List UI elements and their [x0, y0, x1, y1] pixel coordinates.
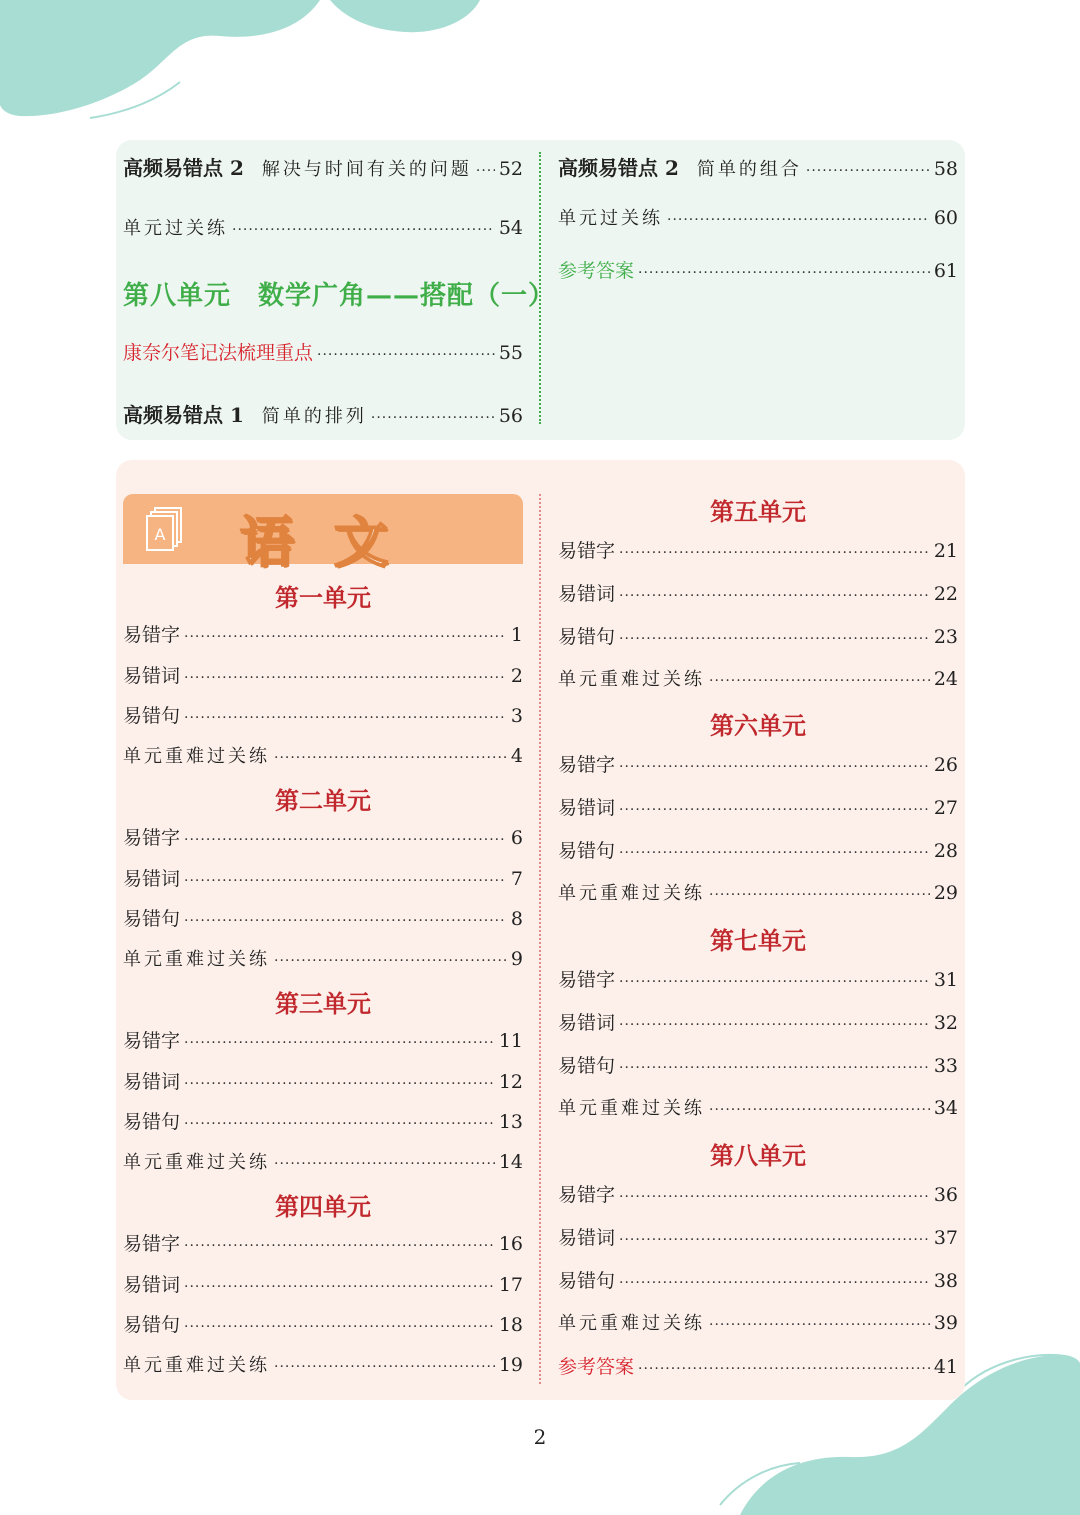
page-number: 14: [498, 1151, 523, 1174]
entry-label: 易错字: [558, 969, 616, 991]
toc-entry[interactable]: [123, 620, 523, 647]
page-number: 55: [498, 342, 523, 364]
page-number: 13: [498, 1111, 523, 1134]
entry-label: 易错句: [123, 1111, 181, 1134]
unit-title[interactable]: 第一单元: [275, 583, 371, 612]
entry-label: 单元重难过关练: [123, 1355, 270, 1377]
topic-label: 简单的组合: [696, 159, 802, 180]
entry-label: 易错句: [558, 626, 616, 648]
entry-label: 易错词: [123, 867, 181, 890]
toc-entry[interactable]: [123, 1026, 523, 1053]
toc-entry[interactable]: [123, 1107, 523, 1134]
page-number: 19: [498, 1354, 523, 1377]
leader-dots: [184, 710, 507, 726]
leader-dots: [709, 673, 930, 689]
page-footer-number: 2: [533, 1425, 547, 1449]
toc-entry[interactable]: [558, 1008, 958, 1035]
page-number: 41: [933, 1356, 958, 1378]
page-number: 9: [510, 948, 523, 971]
leader-dots: [184, 670, 507, 686]
topic-label: 简单的排列: [261, 406, 367, 427]
toc-entry[interactable]: [123, 945, 523, 971]
toc-entry[interactable]: [558, 536, 958, 563]
leader-dots: [619, 631, 930, 647]
entry-label: 易错字: [558, 540, 616, 562]
leader-dots: [184, 1116, 495, 1132]
leader-dots: [274, 953, 507, 969]
leader-dots: [709, 1317, 930, 1333]
entry-label: 参考答案: [558, 260, 635, 282]
page-number: 16: [498, 1233, 523, 1255]
toc-entry[interactable]: [558, 879, 958, 905]
page-number: 54: [498, 217, 523, 239]
leader-dots: [619, 545, 930, 561]
leader-dots: [184, 832, 507, 848]
page-number: 32: [933, 1012, 958, 1034]
toc-entry[interactable]: [123, 904, 523, 931]
toc-entry[interactable]: [558, 1352, 958, 1379]
leader-dots: [619, 1060, 930, 1076]
unit-title[interactable]: 第八单元: [710, 1141, 806, 1170]
math-unit-title[interactable]: 第八单元 数学广角——搭配（一）: [123, 281, 556, 311]
leader-dots: [184, 1035, 495, 1051]
toc-entry[interactable]: [558, 665, 958, 691]
toc-entry[interactable]: [558, 622, 958, 649]
entry-label: 易错句: [123, 908, 181, 931]
page-number: 26: [933, 754, 958, 776]
entry-label: 易错句: [558, 840, 616, 862]
page-number: 33: [933, 1055, 958, 1077]
topic-label: 解决与时间有关的问题: [261, 159, 472, 180]
entry-label: 参考答案: [558, 1356, 635, 1378]
leader-dots: [184, 1319, 495, 1335]
unit-title[interactable]: 第五单元: [710, 497, 806, 526]
page-number: 11: [498, 1030, 523, 1052]
toc-entry[interactable]: [123, 661, 523, 688]
leader-dots: [619, 588, 930, 604]
entry-label: 单元重难过关练: [123, 949, 270, 971]
toc-entry[interactable]: [123, 1148, 523, 1174]
svg-text:A: A: [154, 525, 166, 544]
leader-dots: [184, 629, 507, 645]
chinese-left-column: [123, 0, 523, 1400]
page-number: 52: [498, 158, 523, 180]
entry-label: 单元重难过关练: [558, 1313, 705, 1334]
entry-label: 易错词: [558, 1012, 616, 1034]
entry-label: 易错句: [123, 705, 181, 728]
page-number: 60: [933, 207, 958, 229]
leader-dots: [619, 1232, 930, 1248]
entry-label: 单元重难过关练: [558, 669, 705, 690]
toc-entry[interactable]: [123, 864, 523, 891]
unit-title[interactable]: 第六单元: [710, 711, 806, 740]
entry-label: 易错句: [558, 1270, 616, 1292]
entry-label: 易错句: [123, 1314, 181, 1337]
leader-dots: [638, 1361, 930, 1377]
page-number: 24: [933, 668, 958, 690]
toc-entry[interactable]: [123, 1310, 523, 1337]
page-number: 3: [510, 705, 523, 728]
chinese-section-title: 语文: [240, 510, 428, 574]
leader-dots: [184, 1238, 495, 1254]
page-number: 29: [933, 882, 958, 904]
entry-label: 易错字: [123, 1233, 181, 1255]
page-number: 31: [933, 969, 958, 991]
page-number: 1: [510, 624, 523, 646]
toc-entry[interactable]: [558, 1051, 958, 1078]
toc-entry[interactable]: [558, 1309, 958, 1335]
toc-entry[interactable]: [123, 1067, 523, 1094]
unit-title[interactable]: 第二单元: [275, 786, 371, 815]
page-number: 27: [933, 797, 958, 819]
unit-title[interactable]: 第四单元: [275, 1192, 371, 1221]
entry-label: 单元重难过关练: [123, 1152, 270, 1174]
leader-dots: [619, 845, 930, 861]
toc-entry[interactable]: [558, 965, 958, 992]
leader-dots: [619, 759, 930, 775]
page-number: 56: [498, 405, 523, 427]
leader-dots: [619, 974, 930, 990]
entry-label: 易错词: [558, 1227, 616, 1249]
toc-entry[interactable]: [558, 793, 958, 820]
entry-label: 康奈尔笔记法梳理重点: [123, 342, 314, 364]
entry-label: 易错词: [123, 1273, 181, 1296]
leader-dots: [709, 1102, 930, 1118]
toc-entry[interactable]: [558, 1094, 958, 1120]
page-number: 6: [510, 827, 523, 849]
page-number: 12: [498, 1070, 523, 1093]
entry-label: 单元重难过关练: [558, 883, 705, 904]
page-number: 39: [933, 1312, 958, 1334]
page-number: 37: [933, 1227, 958, 1249]
entry-label: 易错词: [123, 1070, 181, 1093]
toc-entry[interactable]: [558, 579, 958, 606]
entry-label: 易错词: [558, 797, 616, 819]
page-number: 2: [510, 664, 523, 687]
page-number: 61: [933, 260, 958, 282]
page-number: 38: [933, 1270, 958, 1292]
leader-dots: [184, 873, 507, 889]
toc-entry[interactable]: [123, 742, 523, 768]
chinese-right-column: [558, 0, 958, 1400]
page-number: 34: [933, 1097, 958, 1119]
leader-dots: [709, 887, 930, 903]
toc-entry[interactable]: [123, 1351, 523, 1377]
key-point-label: 高频易错点 2: [123, 156, 244, 180]
entry-label: 易错句: [558, 1055, 616, 1077]
toc-entry[interactable]: [558, 1180, 958, 1207]
page-number: 4: [510, 745, 523, 768]
page-number: 18: [498, 1314, 523, 1337]
key-point-label: 高频易错点 2: [558, 156, 679, 180]
page-number: 21: [933, 540, 958, 562]
chinese-column-divider: [539, 494, 541, 1384]
toc-entry[interactable]: [123, 1270, 523, 1297]
page-number: 28: [933, 840, 958, 862]
entry-label: 易错词: [123, 664, 181, 687]
unit-title[interactable]: 第七单元: [710, 926, 806, 955]
toc-entry[interactable]: [558, 1266, 958, 1293]
leader-dots: [274, 1156, 495, 1172]
unit-title[interactable]: 第三单元: [275, 989, 371, 1018]
entry-label: 易错字: [123, 1030, 181, 1052]
entry-label: 易错字: [558, 754, 616, 776]
toc-entry[interactable]: [558, 836, 958, 863]
entry-label: 易错词: [558, 583, 616, 605]
page-number: 23: [933, 626, 958, 648]
page-number: 7: [510, 867, 523, 890]
toc-entry[interactable]: [558, 1223, 958, 1250]
leader-dots: [619, 1275, 930, 1291]
entry-label: 易错字: [123, 827, 181, 849]
leader-dots: [184, 1279, 495, 1295]
leader-dots: [619, 1017, 930, 1033]
leader-dots: [274, 1359, 495, 1375]
entry-label: 易错字: [558, 1184, 616, 1206]
entry-label: 易错字: [123, 624, 181, 646]
page-number: 58: [933, 158, 958, 180]
page-number: 8: [510, 908, 523, 931]
leader-dots: [619, 1189, 930, 1205]
page-number: 36: [933, 1184, 958, 1206]
toc-entry[interactable]: [558, 750, 958, 777]
entry-label: 单元过关练: [558, 208, 663, 229]
toc-entry[interactable]: [123, 701, 523, 728]
toc-entry[interactable]: [123, 1229, 523, 1256]
leader-dots: [184, 913, 507, 929]
entry-label: 单元过关练: [123, 218, 228, 239]
leader-dots: [184, 1076, 495, 1092]
leader-dots: [619, 802, 930, 818]
entry-label: 单元重难过关练: [558, 1098, 705, 1119]
leader-dots: [274, 750, 507, 766]
toc-entry[interactable]: [123, 823, 523, 850]
entry-label: 单元重难过关练: [123, 746, 270, 768]
page-number: 17: [498, 1273, 523, 1296]
key-point-label: 高频易错点 1: [123, 403, 244, 427]
page-number: 22: [933, 583, 958, 605]
